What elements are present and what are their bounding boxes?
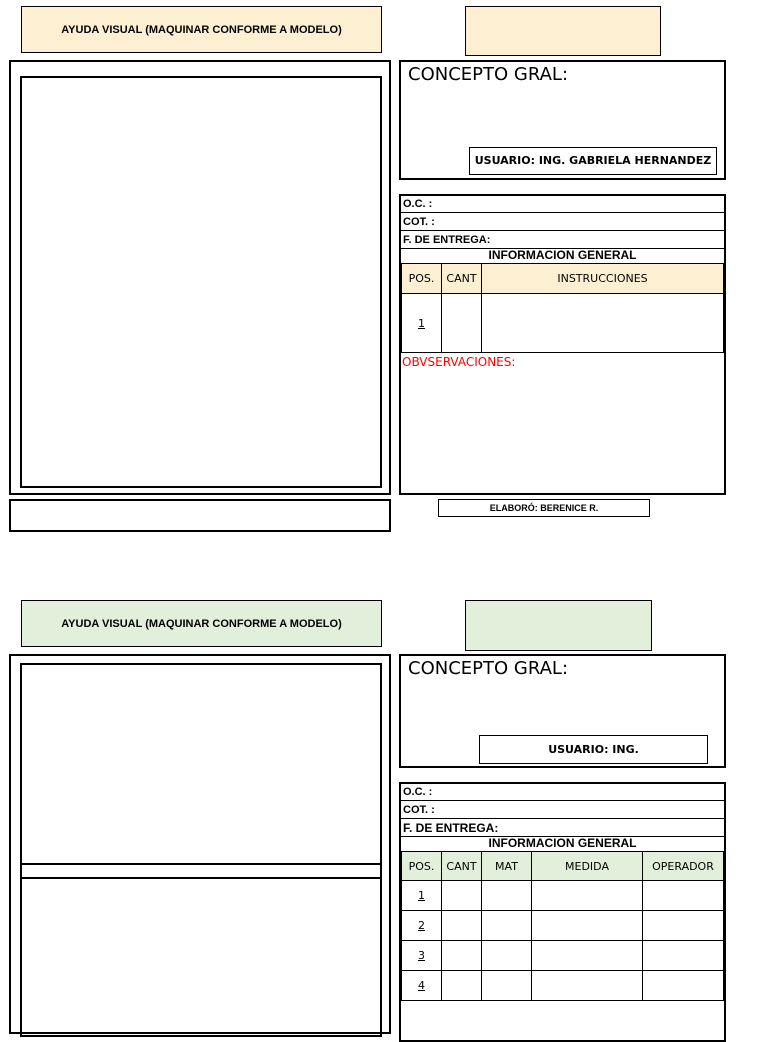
operador-cell[interactable] — [643, 881, 724, 911]
info-general-label-2: INFORMACION GENERAL — [488, 836, 637, 850]
pos-cell: 3 — [402, 941, 442, 971]
operations-table — [401, 851, 724, 1001]
cant-cell[interactable] — [442, 911, 482, 941]
pos-cell: 1 — [402, 881, 442, 911]
table-row — [402, 941, 724, 971]
observations-label: OBVSERVACIONES: — [402, 355, 516, 369]
cant-cell[interactable] — [442, 294, 482, 353]
instructions-table — [401, 263, 724, 353]
medida-cell[interactable] — [532, 911, 643, 941]
delivery-date-field-2: F. DE ENTREGA: — [401, 819, 724, 837]
column-header-pos: POS. — [402, 264, 442, 294]
cant-cell[interactable] — [442, 941, 482, 971]
column-header-pos: POS. — [402, 852, 442, 881]
user-label-1: USUARIO: ING. GABRIELA HERNANDEZ — [469, 147, 717, 175]
visual-aid-label-2: AYUDA VISUAL (MAQUINAR CONFORME A MODELO) — [21, 600, 382, 647]
table-header-row — [402, 852, 724, 881]
pos-cell: 2 — [402, 911, 442, 941]
footer-box-1 — [9, 499, 391, 532]
cant-cell[interactable] — [442, 971, 482, 1001]
info-panel-1 — [399, 194, 726, 495]
column-header-operador: OPERADOR — [643, 852, 724, 881]
header-color-box-2 — [465, 600, 652, 651]
table-row — [402, 294, 724, 353]
table-row — [402, 911, 724, 941]
column-header-medida: MEDIDA — [532, 852, 643, 881]
table-header-row — [402, 264, 724, 294]
cot-field-1: COT. : — [401, 213, 724, 231]
info-panel-2 — [399, 782, 726, 1042]
medida-cell[interactable] — [532, 941, 643, 971]
visual-aid-label-1: AYUDA VISUAL (MAQUINAR CONFORME A MODELO) — [21, 6, 382, 53]
mat-cell[interactable] — [482, 911, 532, 941]
column-header-cant: CANT — [442, 264, 482, 294]
image-frame-lower-2 — [20, 877, 382, 1037]
user-label-2: USUARIO: ING. — [479, 735, 708, 764]
instructions-cell[interactable] — [482, 294, 724, 353]
concept-label-2: CONCEPTO GRAL: — [408, 658, 569, 679]
medida-cell[interactable] — [532, 971, 643, 1001]
column-header-instrucciones: INSTRUCCIONES — [482, 264, 724, 294]
image-frame-inner-1 — [20, 76, 382, 488]
oc-field-2: O.C. : — [401, 784, 724, 801]
mat-cell[interactable] — [482, 941, 532, 971]
oc-field-1: O.C. : — [401, 196, 724, 213]
operador-cell[interactable] — [643, 971, 724, 1001]
column-header-mat: MAT — [482, 852, 532, 881]
pos-cell: 1 — [402, 294, 442, 353]
medida-cell[interactable] — [532, 881, 643, 911]
table-row — [402, 881, 724, 911]
mat-cell[interactable] — [482, 971, 532, 1001]
delivery-date-field-1: F. DE ENTREGA: — [401, 231, 724, 249]
info-general-label-1: INFORMACION GENERAL — [488, 248, 637, 262]
header-color-box-1 — [465, 6, 661, 56]
pos-cell: 4 — [402, 971, 442, 1001]
operador-cell[interactable] — [643, 911, 724, 941]
cant-cell[interactable] — [442, 881, 482, 911]
mat-cell[interactable] — [482, 881, 532, 911]
image-frame-top-2 — [20, 663, 382, 865]
operador-cell[interactable] — [643, 941, 724, 971]
table-row — [402, 971, 724, 1001]
concept-label-1: CONCEPTO GRAL: — [408, 64, 569, 85]
column-header-cant: CANT — [442, 852, 482, 881]
cot-field-2: COT. : — [401, 801, 724, 819]
prepared-by-label: ELABORÓ: BERENICE R. — [438, 499, 650, 517]
